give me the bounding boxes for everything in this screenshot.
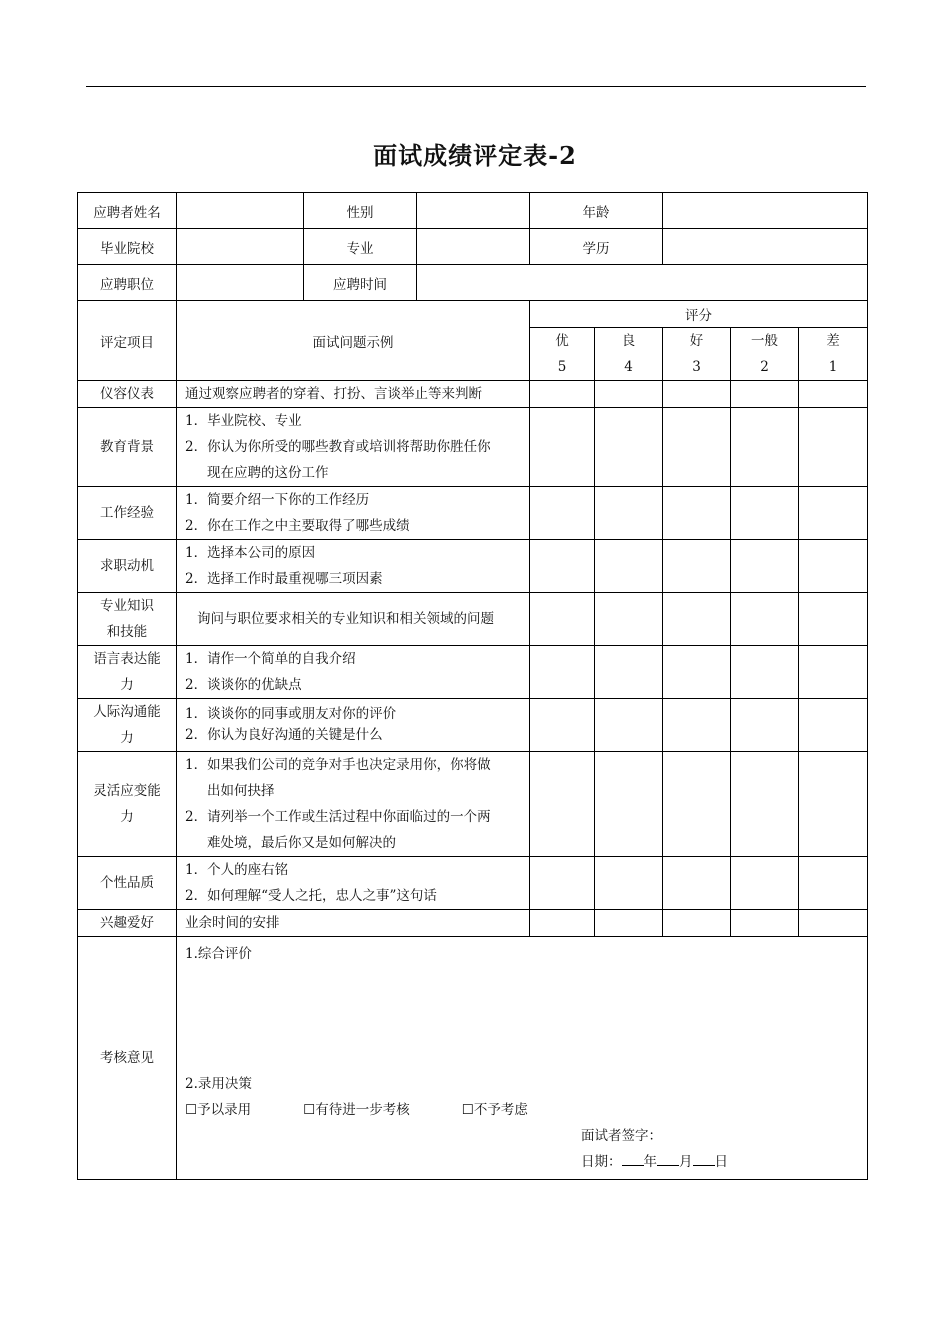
grade-header-excellent: 优 5	[530, 328, 595, 381]
age-field[interactable]	[663, 193, 868, 229]
info-row-3	[78, 265, 868, 301]
grade-header-good: 良 4	[595, 328, 663, 381]
grade-header-average: 一般 2	[731, 328, 799, 381]
evaluation-table	[77, 192, 868, 1180]
score-cell[interactable]	[663, 752, 731, 857]
score-cell[interactable]	[799, 752, 868, 857]
option-further-review-checkbox[interactable]: ☐有待进一步考核	[303, 1102, 410, 1118]
header-rule	[86, 86, 866, 87]
score-cell[interactable]	[731, 593, 799, 646]
table-row	[78, 540, 868, 593]
table-row	[78, 381, 868, 408]
decision-options	[185, 1097, 859, 1123]
score-cell[interactable]	[731, 752, 799, 857]
question-cell: 业余时间的安排	[177, 910, 530, 937]
date-line: 日期： 年 月 日	[185, 1149, 859, 1175]
position-field[interactable]	[177, 265, 304, 301]
major-field[interactable]	[417, 229, 530, 265]
score-cell[interactable]	[799, 540, 868, 593]
score-cell[interactable]	[799, 381, 868, 408]
score-cell[interactable]	[530, 487, 595, 540]
time-label: 应聘时间	[304, 265, 417, 301]
question-cell: 1．个人的座右铭 2．如何理解“受人之托，忠人之事”这句话	[177, 857, 530, 910]
score-cell[interactable]	[663, 487, 731, 540]
score-cell[interactable]	[595, 646, 663, 699]
name-field[interactable]	[177, 193, 304, 229]
table-row	[78, 408, 868, 487]
score-cell[interactable]	[595, 381, 663, 408]
item-label: 个性品质	[78, 857, 177, 910]
opinion-cell[interactable]	[177, 937, 868, 1180]
item-label: 专业知识 和技能	[78, 593, 177, 646]
score-cell[interactable]	[595, 408, 663, 487]
table-row	[78, 857, 868, 910]
score-cell[interactable]	[663, 857, 731, 910]
grade-header-poor: 差 1	[799, 328, 868, 381]
score-cell[interactable]	[663, 408, 731, 487]
item-label: 兴趣爱好	[78, 910, 177, 937]
score-cell[interactable]	[595, 752, 663, 857]
score-cell[interactable]	[799, 408, 868, 487]
degree-label: 学历	[530, 229, 663, 265]
table-row	[78, 699, 868, 752]
grade-header-fine: 好 3	[663, 328, 731, 381]
score-cell[interactable]	[799, 857, 868, 910]
score-cell[interactable]	[799, 699, 868, 752]
question-cell: 询问与职位要求相关的专业知识和相关领域的问题	[177, 593, 530, 646]
score-cell[interactable]	[799, 646, 868, 699]
score-cell[interactable]	[663, 646, 731, 699]
table-row	[78, 752, 868, 857]
question-cell: 1．谈谈你的同事或朋友对你的评价 2．你认为良好沟通的关键是什么	[177, 699, 530, 752]
score-cell[interactable]	[731, 408, 799, 487]
signature-line: 面试者签字：	[581, 1128, 662, 1144]
item-label: 人际沟通能 力	[78, 699, 177, 752]
score-cell[interactable]	[530, 593, 595, 646]
score-cell[interactable]	[530, 408, 595, 487]
score-cell[interactable]	[731, 699, 799, 752]
score-cell[interactable]	[731, 857, 799, 910]
name-label: 应聘者姓名	[78, 193, 177, 229]
score-cell[interactable]	[530, 381, 595, 408]
score-cell[interactable]	[799, 487, 868, 540]
item-label: 仪容仪表	[78, 381, 177, 408]
score-cell[interactable]	[595, 857, 663, 910]
score-cell[interactable]	[595, 540, 663, 593]
question-cell: 1．简要介绍一下你的工作经历 2．你在工作之中主要取得了哪些成绩	[177, 487, 530, 540]
opinion-row	[78, 937, 868, 1180]
overall-evaluation-label: 1.综合评价	[185, 946, 252, 962]
item-label: 灵活应变能 力	[78, 752, 177, 857]
gender-field[interactable]	[417, 193, 530, 229]
hiring-decision-label: 2.录用决策	[185, 1076, 252, 1092]
score-cell[interactable]	[530, 752, 595, 857]
major-label: 专业	[304, 229, 417, 265]
score-cell[interactable]	[731, 487, 799, 540]
score-cell[interactable]	[731, 910, 799, 937]
position-label: 应聘职位	[78, 265, 177, 301]
score-cell[interactable]	[530, 540, 595, 593]
score-cell[interactable]	[731, 540, 799, 593]
question-column-header: 面试问题示例	[177, 301, 530, 381]
school-field[interactable]	[177, 229, 304, 265]
score-header: 评分	[530, 301, 868, 328]
page-title: 面试成绩评定表-2	[373, 141, 577, 170]
item-label: 求职动机	[78, 540, 177, 593]
year-blank[interactable]	[622, 1151, 644, 1166]
item-label: 语言表达能 力	[78, 646, 177, 699]
question-cell: 1．请作一个简单的自我介绍 2．谈谈你的优缺点	[177, 646, 530, 699]
score-cell[interactable]	[530, 910, 595, 937]
score-cell[interactable]	[799, 910, 868, 937]
score-cell[interactable]	[663, 699, 731, 752]
score-cell[interactable]	[530, 646, 595, 699]
item-column-header: 评定项目	[78, 301, 177, 381]
overall-evaluation-area[interactable]	[185, 967, 859, 1071]
time-field[interactable]	[417, 265, 868, 301]
score-cell[interactable]	[595, 593, 663, 646]
age-label: 年龄	[530, 193, 663, 229]
question-cell: 通过观察应聘者的穿着、打扮、言谈举止等来判断	[177, 381, 530, 408]
gender-label: 性别	[304, 193, 417, 229]
score-cell[interactable]	[731, 646, 799, 699]
score-header-row	[78, 301, 868, 328]
question-cell: 1．毕业院校、专业 2．你认为你所受的哪些教育或培训将帮助你胜任你 现在应聘的这份工作	[177, 408, 530, 487]
score-cell[interactable]	[663, 381, 731, 408]
item-label: 工作经验	[78, 487, 177, 540]
table-row	[78, 487, 868, 540]
info-row-2	[78, 229, 868, 265]
degree-field[interactable]	[663, 229, 868, 265]
table-row	[78, 646, 868, 699]
score-cell[interactable]	[799, 593, 868, 646]
question-cell: 1．选择本公司的原因 2．选择工作时最重视哪三项因素	[177, 540, 530, 593]
table-row	[78, 910, 868, 937]
score-cell[interactable]	[663, 910, 731, 937]
score-cell[interactable]	[530, 857, 595, 910]
score-cell[interactable]	[731, 381, 799, 408]
score-cell[interactable]	[663, 540, 731, 593]
school-label: 毕业院校	[78, 229, 177, 265]
month-blank[interactable]	[657, 1151, 679, 1166]
score-cell[interactable]	[595, 699, 663, 752]
score-cell[interactable]	[595, 910, 663, 937]
score-cell[interactable]	[530, 699, 595, 752]
info-row-1	[78, 193, 868, 229]
option-hire-checkbox[interactable]: ☐予以录用	[185, 1102, 252, 1118]
day-blank[interactable]	[693, 1151, 715, 1166]
score-cell[interactable]	[663, 593, 731, 646]
opinion-label: 考核意见	[78, 937, 177, 1180]
item-label: 教育背景	[78, 408, 177, 487]
table-row	[78, 593, 868, 646]
question-cell: 1．如果我们公司的竞争对手也决定录用你，你将做 出如何抉择 2．请列举一个工作或生活过程中你面临过的一个两 难处境，最后你又是如何解决的	[177, 752, 530, 857]
score-cell[interactable]	[595, 487, 663, 540]
option-reject-checkbox[interactable]: ☐不予考虑	[461, 1102, 528, 1118]
